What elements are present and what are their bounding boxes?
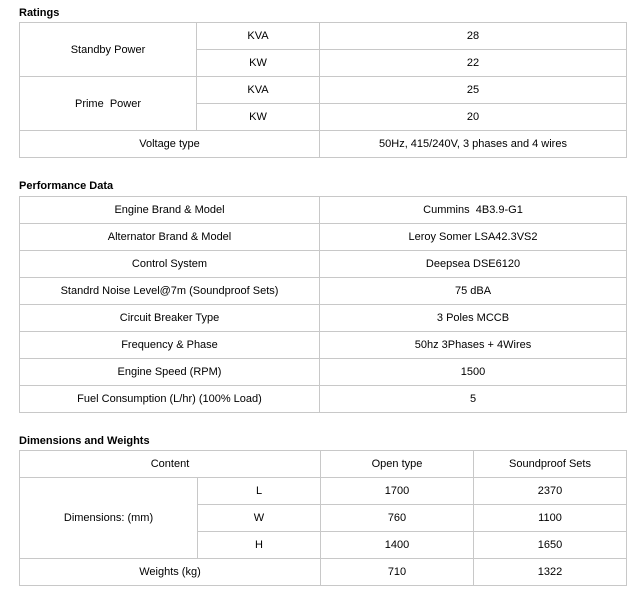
table-row — [20, 251, 627, 278]
table-row — [20, 386, 627, 413]
performance-table — [19, 196, 627, 413]
voltage-type-label: Voltage type — [20, 131, 320, 158]
performance-value: Deepsea DSE6120 — [320, 251, 627, 278]
table-row — [20, 559, 627, 586]
table-row — [20, 332, 627, 359]
standby-kw-unit: KW — [197, 50, 320, 77]
dimension-open: 760 — [321, 505, 474, 532]
performance-label: Engine Speed (RPM) — [20, 359, 320, 386]
dimension-axis: H — [198, 532, 321, 559]
table-row — [20, 77, 627, 104]
standby-power-label: Standby Power — [20, 23, 197, 77]
dimension-axis: L — [198, 478, 321, 505]
header-content: Content — [20, 451, 321, 478]
table-row — [20, 224, 627, 251]
performance-value: Cummins 4B3.9-G1 — [320, 197, 627, 224]
performance-label: Standrd Noise Level@7m (Soundproof Sets) — [20, 278, 320, 305]
dimension-open: 1400 — [321, 532, 474, 559]
table-header-row — [20, 451, 627, 478]
table-row — [20, 23, 627, 50]
dimension-axis: W — [198, 505, 321, 532]
dimension-soundproof: 2370 — [474, 478, 627, 505]
performance-title: Performance Data — [19, 180, 114, 192]
performance-value: 5 — [320, 386, 627, 413]
header-open-type: Open type — [321, 451, 474, 478]
dimensions-title: Dimensions and Weights — [19, 435, 150, 447]
dimensions-label: Dimensions: (mm) — [20, 478, 198, 559]
prime-kva-value: 25 — [320, 77, 627, 104]
weights-open: 710 — [321, 559, 474, 586]
standby-kw-value: 22 — [320, 50, 627, 77]
table-row — [20, 197, 627, 224]
performance-value: 1500 — [320, 359, 627, 386]
performance-value: Leroy Somer LSA42.3VS2 — [320, 224, 627, 251]
performance-label: Frequency & Phase — [20, 332, 320, 359]
table-row — [20, 278, 627, 305]
ratings-table — [19, 22, 627, 158]
table-row — [20, 131, 627, 158]
performance-label: Engine Brand & Model — [20, 197, 320, 224]
performance-label: Alternator Brand & Model — [20, 224, 320, 251]
table-row — [20, 359, 627, 386]
prime-kw-value: 20 — [320, 104, 627, 131]
dimension-soundproof: 1650 — [474, 532, 627, 559]
performance-value: 3 Poles MCCB — [320, 305, 627, 332]
header-soundproof-sets: Soundproof Sets — [474, 451, 627, 478]
ratings-title: Ratings — [19, 7, 60, 19]
prime-kw-unit: KW — [197, 104, 320, 131]
performance-label: Control System — [20, 251, 320, 278]
dimension-open: 1700 — [321, 478, 474, 505]
voltage-type-value: 50Hz, 415/240V, 3 phases and 4 wires — [320, 131, 627, 158]
table-row — [20, 478, 627, 505]
weights-soundproof: 1322 — [474, 559, 627, 586]
prime-kva-unit: KVA — [197, 77, 320, 104]
performance-label: Fuel Consumption (L/hr) (100% Load) — [20, 386, 320, 413]
dimension-soundproof: 1100 — [474, 505, 627, 532]
performance-value: 75 dBA — [320, 278, 627, 305]
standby-kva-unit: KVA — [197, 23, 320, 50]
dimensions-table — [19, 450, 627, 586]
performance-value: 50hz 3Phases + 4Wires — [320, 332, 627, 359]
weights-label: Weights (kg) — [20, 559, 321, 586]
standby-kva-value: 28 — [320, 23, 627, 50]
performance-label: Circuit Breaker Type — [20, 305, 320, 332]
prime-power-label: Prime Power — [20, 77, 197, 131]
table-row — [20, 305, 627, 332]
